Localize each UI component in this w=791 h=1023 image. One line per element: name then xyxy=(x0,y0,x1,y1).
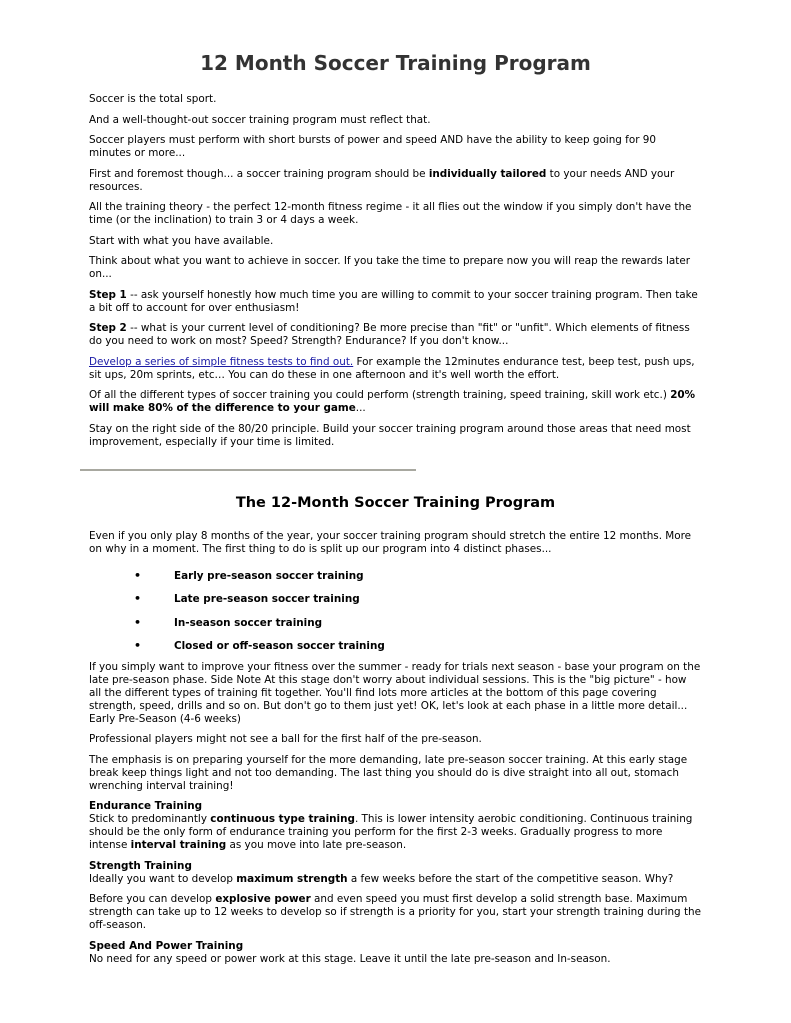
list-item xyxy=(89,640,701,661)
emphasis-text: maximum strength xyxy=(236,872,348,885)
phase-label: Late pre-season soccer training xyxy=(174,593,360,606)
text: . This is lower intensity aerobic conditioning. Continuous training should be the only form of endurance training you perform for the first 2-3 weeks. Gradually progress to more intense xyxy=(89,813,693,852)
program-paragraph xyxy=(89,530,701,556)
fitness-tests-paragraph xyxy=(89,356,701,382)
text: Think about what you want to achieve in soccer. If you take the time to prepare now you will reap the rewards later on... xyxy=(89,255,691,280)
step-2-label: Step 2 xyxy=(89,322,127,334)
intro-paragraph xyxy=(89,423,701,449)
text: The emphasis is on preparing yourself for the more demanding, late pre-season soccer training. At this early stage break keep things light and not too demanding. The last thing you should do is dive straight into all out, stomach wrenching interval training! xyxy=(89,753,688,792)
text: as you move into late pre-season. xyxy=(226,839,407,852)
intro-paragraph xyxy=(89,114,701,127)
intro-section xyxy=(89,93,701,456)
text: Even if you only play 8 months of the year, your soccer training program should stretch the entire 12 months. More on why in a moment. The first thing to do is split up our program into 4 distinct phases... xyxy=(89,530,692,555)
program-paragraph xyxy=(89,733,701,746)
text: Of all the different types of soccer training you could perform (strength training, speed training, skill work etc.) xyxy=(89,389,671,401)
strength-paragraph xyxy=(89,860,701,886)
phase-label: Closed or off-season soccer training xyxy=(174,639,385,652)
endurance-heading: Endurance Training xyxy=(89,800,203,813)
strength-heading: Strength Training xyxy=(89,859,192,872)
text: a few weeks before the start of the competitive season. Why? xyxy=(347,872,674,885)
text: Soccer players must perform with short bursts of power and speed AND have the ability to keep going for 90 minutes or more... xyxy=(89,134,656,159)
text: ... xyxy=(355,402,366,414)
program-paragraph xyxy=(89,661,701,726)
intro-paragraph xyxy=(89,134,701,160)
emphasis-text: 20% will make 80% of the difference to your game xyxy=(89,389,696,414)
text: No need for any speed or power work at this stage. Leave it until the late pre-season and In-season. xyxy=(89,952,611,965)
page-title: 12 Month Soccer Training Program xyxy=(200,51,591,75)
text: Ideally you want to develop xyxy=(89,872,237,885)
text: to your needs AND your resources. xyxy=(89,167,675,193)
text: Before you can develop xyxy=(89,893,216,906)
step-1-paragraph xyxy=(89,289,701,315)
endurance-paragraph xyxy=(89,800,701,852)
horizontal-divider xyxy=(80,469,416,471)
program-paragraph xyxy=(89,893,701,932)
text: and even speed you must first develop a solid strength base. Maximum strength can take up to 12 weeks to develop so if strength is a priority for you, start your strength training during the off-season. xyxy=(89,893,702,932)
program-paragraph xyxy=(89,754,701,793)
intro-paragraph xyxy=(89,168,701,194)
phase-list xyxy=(89,570,701,661)
intro-paragraph xyxy=(89,235,701,248)
intro-paragraph xyxy=(89,389,701,415)
list-item xyxy=(89,593,701,616)
text: And a well-thought-out soccer training program must reflect that. xyxy=(89,113,431,126)
text: -- ask yourself honestly how much time you are willing to commit to your soccer training program. Then take a bit off to account for over enthusiasm! xyxy=(89,288,698,314)
emphasis-text: interval training xyxy=(130,839,227,852)
text: Stay on the right side of the 80/20 principle. Build your soccer training program around those areas that need most improvement, especially if your time is limited. xyxy=(89,422,691,448)
bullet-icon: • xyxy=(134,592,142,606)
emphasis-text: individually tailored xyxy=(428,167,547,180)
step-2-paragraph xyxy=(89,322,701,348)
bullet-icon: • xyxy=(134,569,142,582)
step-1-label: Step 1 xyxy=(89,288,127,301)
intro-paragraph xyxy=(89,255,701,281)
text: Professional players might not see a ball for the first half of the pre-season. xyxy=(89,733,482,746)
program-section xyxy=(89,530,701,973)
emphasis-text: continuous type training xyxy=(210,813,355,826)
phase-label: Early pre-season soccer training xyxy=(174,570,364,582)
speed-paragraph xyxy=(89,940,701,966)
bullet-icon: • xyxy=(134,615,142,629)
fitness-tests-link[interactable]: Develop a series of simple fitness tests to find out. xyxy=(89,355,354,368)
phase-label: In-season soccer training xyxy=(174,616,323,629)
text: Start with what you have available. xyxy=(89,234,274,247)
bullet-icon: • xyxy=(134,638,142,652)
list-item xyxy=(89,570,701,593)
intro-paragraph xyxy=(89,93,701,106)
list-item xyxy=(89,617,701,640)
emphasis-text: explosive power xyxy=(215,893,311,906)
section-title: The 12-Month Soccer Training Program xyxy=(235,495,556,511)
text: First and foremost though... a soccer training program should be xyxy=(89,167,429,180)
text: Soccer is the total sport. xyxy=(89,93,217,105)
intro-paragraph xyxy=(89,201,701,227)
text: -- what is your current level of conditioning? Be more precise than "fit" or "unfit". Which elements of fitness do you need to work on most? Speed? Strength? Endurance? If you don't know... xyxy=(89,322,690,347)
speed-heading: Speed And Power Training xyxy=(89,939,244,952)
text: Stick to predominantly xyxy=(89,813,211,826)
text: For example the 12minutes endurance test, beep test, push ups, sit ups, 20m sprints, etc… You can do these in one afternoon and it's well worth the effort. xyxy=(89,355,695,381)
text: If you simply want to improve your fitness over the summer - ready for trials next season - base your program on the late pre-season phase. Side Note At this stage don't worry about individual sessions. This is the "big picture" - how all the different types of training fit together. You'll find lots more articles at the bottom of this page covering strength, speed, drills and so on. But don't go to them just yet! OK, let's look at each phase in a little more detail... Early Pre-Season (4-6 weeks) xyxy=(89,660,701,725)
text: All the training theory - the perfect 12-month fitness regime - it all flies out the window if you simply don't have the time (or the inclination) to train 3 or 4 days a week. xyxy=(89,201,692,226)
